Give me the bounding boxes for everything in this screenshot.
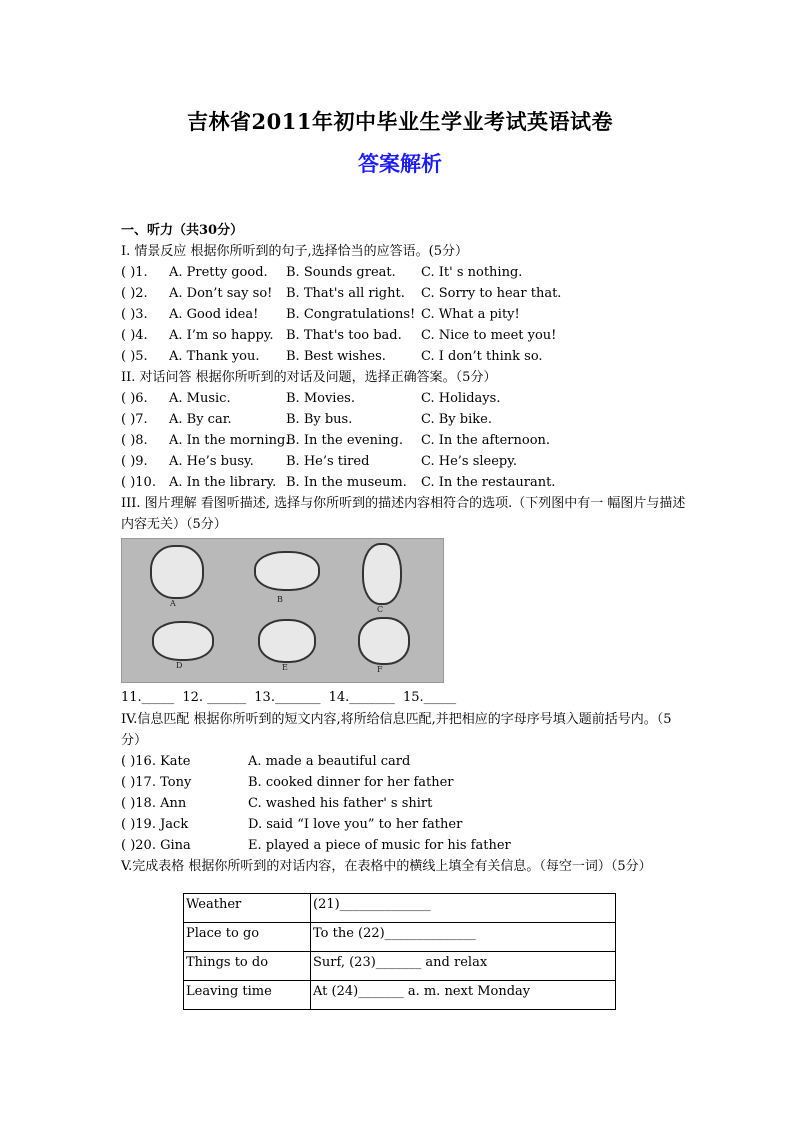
blank-14[interactable]: 14._______: [328, 690, 395, 705]
match-row: [121, 835, 686, 856]
match-name[interactable]: ( )18. Ann: [121, 796, 187, 811]
match-option: B. cooked dinner for her father: [248, 775, 454, 790]
question-number[interactable]: ( )3.: [121, 307, 148, 322]
picture-label-e: E: [282, 663, 288, 672]
table-value[interactable]: (21)______________: [311, 894, 616, 923]
option-b: B. Sounds great.: [286, 265, 396, 280]
picture-label-a: A: [170, 599, 176, 608]
question-number[interactable]: ( )5.: [121, 349, 148, 364]
picture-label-d: D: [176, 661, 183, 670]
match-name[interactable]: ( )19. Jack: [121, 817, 189, 832]
blank-11[interactable]: 11._____: [121, 690, 175, 705]
match-option: A. made a beautiful card: [248, 754, 411, 769]
option-a: A. I’m so happy.: [169, 328, 274, 343]
match-option: D. said “I love you” to her father: [248, 817, 463, 832]
question-row: [121, 325, 686, 346]
table-row: [184, 894, 616, 923]
option-b: B. Congratulations!: [286, 307, 416, 322]
option-a: A. He’s busy.: [169, 454, 254, 469]
option-c: C. By bike.: [421, 412, 492, 427]
option-c: C. I don’t think so.: [421, 349, 543, 364]
option-c: C. In the afternoon.: [421, 433, 551, 448]
section-2-heading: II. 对话问答 根据你所听到的对话及问题，选择正确答案。（5分）: [121, 370, 497, 385]
section-4-list: [121, 751, 686, 856]
option-a: A. Thank you.: [169, 349, 260, 364]
section-1-list: [121, 262, 686, 367]
table-value[interactable]: Surf, (23)_______ and relax: [311, 952, 616, 981]
option-c: C. In the restaurant.: [421, 475, 556, 490]
question-number[interactable]: ( )9.: [121, 454, 148, 469]
option-a: A. In the library.: [169, 475, 277, 490]
option-b: B. That's all right.: [286, 286, 405, 301]
blank-13[interactable]: 13._______: [254, 690, 321, 705]
table-value[interactable]: To the (22)______________: [311, 923, 616, 952]
option-b: B. By bus.: [286, 412, 353, 427]
picture-panel: [121, 538, 444, 683]
question-number[interactable]: ( )4.: [121, 328, 148, 343]
question-row: [121, 451, 686, 472]
question-row: [121, 283, 686, 304]
option-a: A. Good idea!: [169, 307, 259, 322]
match-option: E. played a piece of music for his father: [248, 838, 511, 853]
option-b: B. In the evening.: [286, 433, 403, 448]
match-option: C. washed his father' s shirt: [248, 796, 433, 811]
cartoon-dog-image: [150, 545, 204, 599]
question-row: [121, 472, 686, 493]
question-row: [121, 409, 686, 430]
match-row: [121, 751, 686, 772]
cartoon-car-image: [254, 551, 320, 591]
cartoon-kids-image: [152, 621, 214, 661]
answer-blanks: [121, 687, 686, 709]
question-number[interactable]: ( )6.: [121, 391, 148, 406]
exam-content: [121, 220, 686, 877]
section-2-list: [121, 388, 686, 493]
option-b: B. Movies.: [286, 391, 355, 406]
blank-12[interactable]: 12. ______: [182, 690, 247, 705]
option-c: C. It' s nothing.: [421, 265, 523, 280]
question-number[interactable]: ( )2.: [121, 286, 148, 301]
section-3-heading: III. 图片理解 看图听描述, 选择与你所听到的描述内容相符合的选项.（下列图中有一 幅图片与描述内容无关）（5分）: [121, 496, 686, 532]
option-a: A. Music.: [169, 391, 231, 406]
question-number[interactable]: ( )8.: [121, 433, 148, 448]
picture-label-c: C: [377, 605, 384, 614]
section-5-heading: V.完成表格 根据你所听到的对话内容，在表格中的横线上填全有关信息。（每空一词）（5分）: [121, 859, 652, 874]
question-number[interactable]: ( )1.: [121, 265, 148, 280]
option-c: C. Nice to meet you!: [421, 328, 557, 343]
question-number[interactable]: ( )7.: [121, 412, 148, 427]
part-heading: 一、听力（共30分）: [121, 223, 244, 238]
option-a: A. By car.: [169, 412, 232, 427]
table-label: Place to go: [184, 923, 311, 952]
cartoon-reader-image: [258, 619, 316, 663]
question-row: [121, 430, 686, 451]
table-row: [184, 981, 616, 1010]
blank-15[interactable]: 15._____: [402, 690, 457, 705]
option-c: C. What a pity!: [421, 307, 520, 322]
match-name[interactable]: ( )16. Kate: [121, 754, 191, 769]
picture-label-f: F: [377, 665, 383, 674]
section-1-heading: I. 情景反应 根据你所听到的句子,选择恰当的应答语。(5分）: [121, 244, 469, 259]
option-c: C. Sorry to hear that.: [421, 286, 562, 301]
page-subtitle: 答案解析: [358, 151, 442, 176]
option-b: B. In the museum.: [286, 475, 407, 490]
table-value[interactable]: At (24)_______ a. m. next Monday: [311, 981, 616, 1010]
table-row: [184, 923, 616, 952]
match-row: [121, 814, 686, 835]
option-a: A. Pretty good.: [169, 265, 268, 280]
table-label: Weather: [184, 894, 311, 923]
option-b: B. He’s tired: [286, 454, 370, 469]
option-b: B. That's too bad.: [286, 328, 402, 343]
match-name[interactable]: ( )17. Tony: [121, 775, 192, 790]
match-row: [121, 772, 686, 793]
table-label: Things to do: [184, 952, 311, 981]
option-a: A. Don’t say so!: [169, 286, 273, 301]
question-row: [121, 262, 686, 283]
option-a: A. In the morning.: [169, 433, 290, 448]
question-number[interactable]: ( )10.: [121, 475, 156, 490]
section-4-heading: IV.信息匹配 根据你所听到的短文内容,将所给信息匹配,并把相应的字母序号填入题前括号内。（5分）: [121, 712, 672, 748]
question-row: [121, 388, 686, 409]
table-label: Leaving time: [184, 981, 311, 1010]
picture-label-b: B: [277, 595, 283, 604]
match-name[interactable]: ( )20. Gina: [121, 838, 191, 853]
cartoon-girl-image: [358, 617, 410, 665]
question-row: [121, 346, 686, 367]
table-row: [184, 952, 616, 981]
option-c: C. Holidays.: [421, 391, 501, 406]
match-row: [121, 793, 686, 814]
cartoon-boy-image: [362, 543, 402, 605]
option-b: B. Best wishes.: [286, 349, 386, 364]
page-title: 吉林省2011年初中毕业生学业考试英语试卷: [187, 109, 613, 134]
option-c: C. He’s sleepy.: [421, 454, 518, 469]
question-row: [121, 304, 686, 325]
info-table: [183, 893, 616, 1010]
